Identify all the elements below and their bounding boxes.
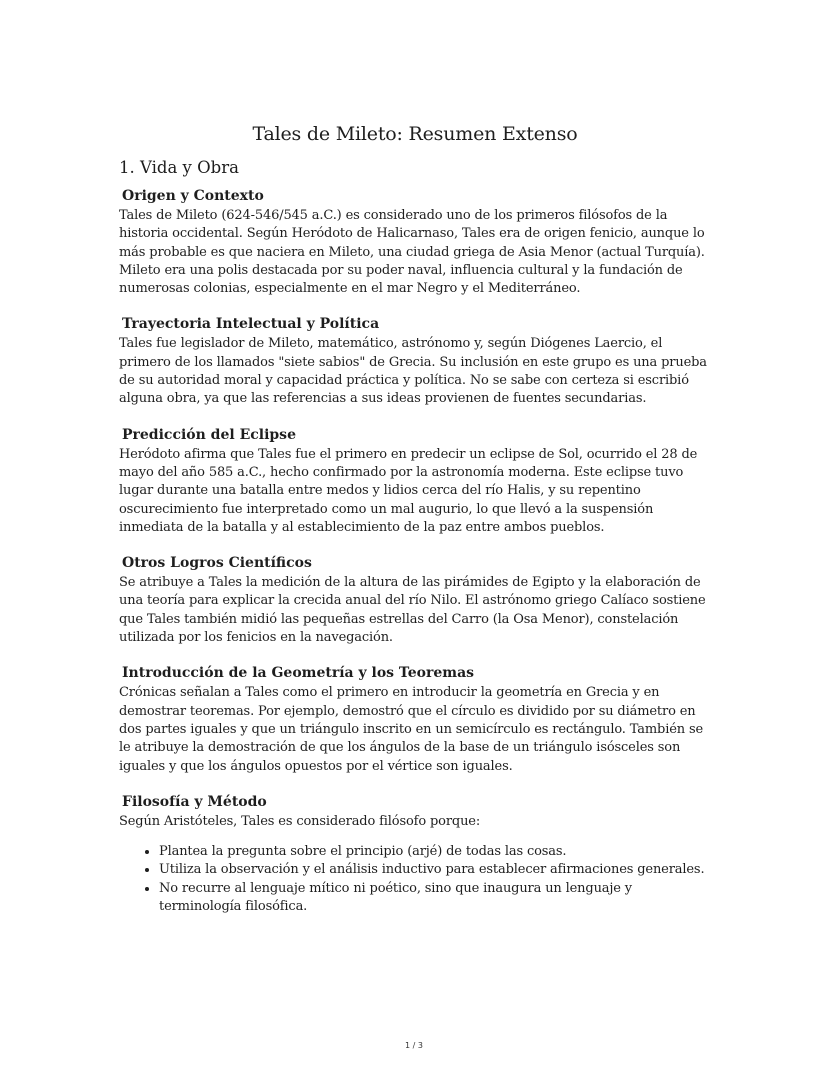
subsection-paragraph: Según Aristóteles, Tales es considerado filósofo porque: [119, 813, 481, 829]
subsection-eclipse [119, 425, 711, 537]
subsection-trayectoria [119, 314, 711, 408]
section-title-vida-y-obra: 1. Vida y Obra [119, 158, 239, 177]
bullet-item: • Utiliza la observación y el análisis inductivo para establecer afirmaciones generales. [159, 861, 711, 879]
page-number: 1 / 3 [405, 1041, 423, 1050]
subsection-title: Origen y Contexto [122, 188, 264, 204]
document-title: Tales de Mileto: Resumen Extenso [252, 123, 578, 145]
subsection-paragraph: Crónicas señalan a Tales como el primero en introducir la geometría en Grecia y en demostrar teoremas. Por ejemplo, demostró que el círculo es dividido por su diámetro en dos partes iguales y que un triángulo inscrito en un semicírculo es rectángulo. También se le atribuye la demostración de que los ángulos de la base de un triángulo isósceles son iguales y que los ángulos opuestos por el vértice son iguales. [119, 685, 704, 774]
subsection-filosofia [119, 792, 711, 916]
subsection-geometria [119, 663, 711, 775]
subsection-title: Trayectoria Intelectual y Política [122, 316, 380, 333]
subsection-paragraph: Se atribuye a Tales la medición de la altura de las pirámides de Egipto y la elaboración de una teoría para explicar la crecida anual del río Nilo. El astrónomo griego Calíaco sostiene que Tales también midió las pequeñas estrellas del Carro (la Osa Menor), constelación utilizada por los fenicios en la navegación. [119, 575, 706, 646]
subsection-logros [119, 553, 711, 647]
bullet-list [119, 843, 711, 916]
subsection-origen [119, 186, 711, 298]
subsection-title: Introducción de la Geometría y los Teoremas [122, 665, 475, 682]
subsection-paragraph: Tales fue legislador de Mileto, matemático, astrónomo y, según Diógenes Laercio, el primero de los llamados "siete sabios" de Grecia. Su inclusión en este grupo es una prueba de su autoridad moral y capacidad práctica y política. No se sabe con certeza si escribió alguna obra, ya que las referencias a sus ideas provienen de fuentes secundarias. [119, 336, 707, 407]
subsection-title: Predicción del Eclipse [122, 426, 296, 443]
document-content [119, 120, 711, 916]
subsection-paragraph: Tales de Mileto (624-546/545 a.C.) es considerado uno de los primeros filósofos de la historia occidental. Según Heródoto de Halicarnaso, Tales era de origen fenicio, aunque lo más probable es que naciera en Mileto, una ciudad griega de Asia Menor (actual Turquía). Mileto era una polis destacada por su poder naval, influencia cultural y la fundación de numerosas colonias, especialmente en el mar Negro y el Mediterráneo. [119, 208, 705, 297]
bullet-item: • Plantea la pregunta sobre el principio (arjé) de todas las cosas. [159, 843, 711, 861]
subsection-title: Otros Logros Científicos [122, 555, 312, 572]
subsection-paragraph: Heródoto afirma que Tales fue el primero en predecir un eclipse de Sol, ocurrido el 28 de mayo del año 585 a.C., hecho confirmado por la astronomía moderna. Este eclipse tuvo lugar durante una batalla entre medos y lidios cerca del río Halis, y su repentino oscurecimiento fue interpretado como un mal augurio, lo que llevó a la suspensión inmediata de la batalla y al establecimiento de la paz entre ambos pueblos. [119, 446, 698, 535]
bullet-item: • No recurre al lenguaje mítico ni poético, sino que inaugura un lenguaje y terminología filosófica. [159, 880, 711, 917]
subsection-title: Filosofía y Método [122, 793, 267, 810]
